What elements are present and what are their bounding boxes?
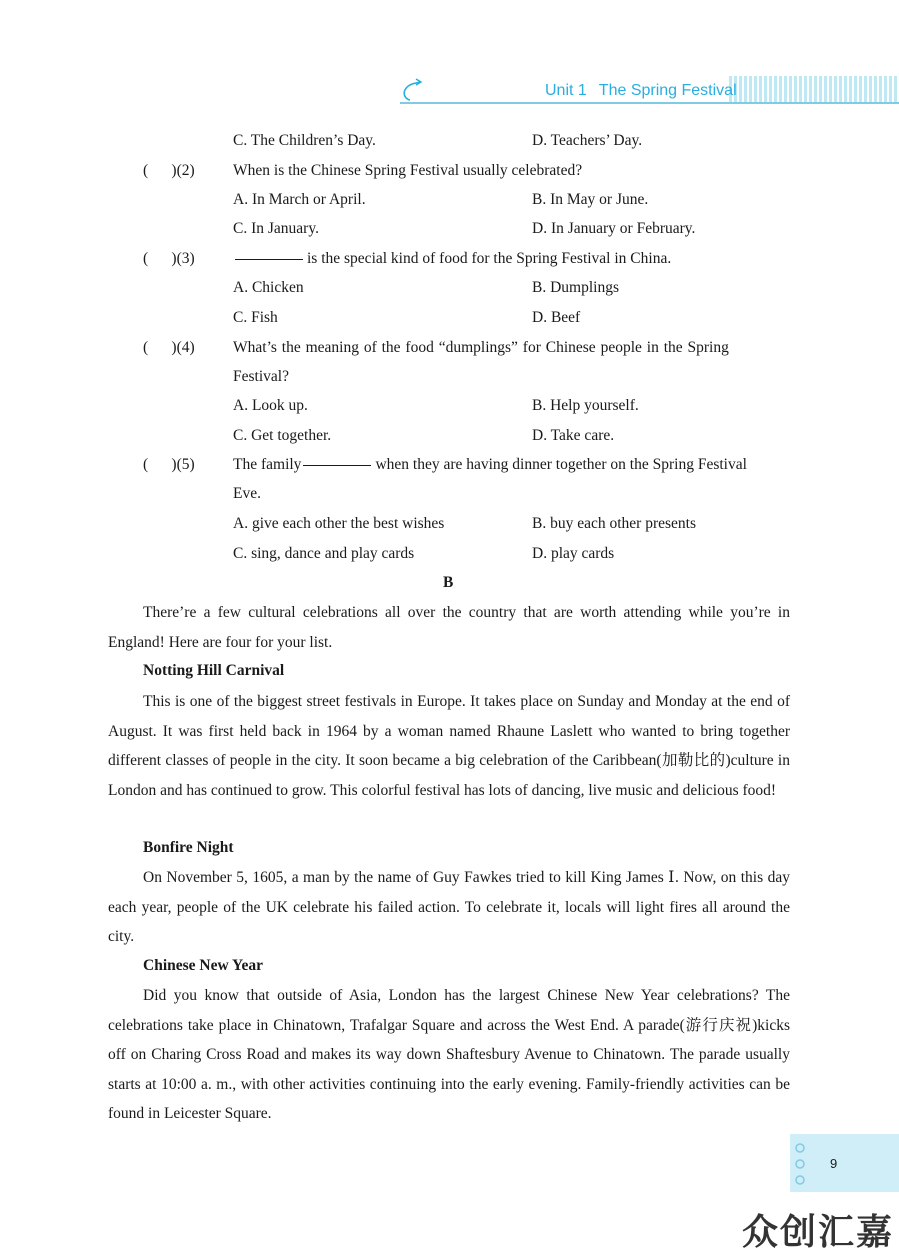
header-title: [545, 82, 737, 100]
chinese-new-year-text: Did you know that outside of Asia, London has the largest Chinese New Year celebrations? The celebrations take place in Chinatown, Trafalgar Square and across the West End. A parade(游行庆祝)kicks off on Charing Cross Road and makes its way down Shaftesbury Avenue to Chinatown. The parade usually starts at 10:00 a. m., with other activities continuing into the early evening. Family-friendly activities can be found in Leicester Square.: [108, 987, 790, 1122]
q3-stem-line: [233, 250, 671, 268]
header-rule: [400, 102, 899, 104]
q3-option-c: C. Fish: [233, 309, 278, 326]
q5-stem-pre: The family: [233, 456, 302, 473]
section-b-label: B: [443, 574, 454, 591]
q4-stem-cont: Festival?: [233, 368, 289, 385]
q5-option-a: A. give each other the best wishes: [233, 515, 445, 532]
q5-stem-line: [233, 456, 747, 474]
q4-option-a: A. Look up.: [233, 397, 308, 414]
q4-stem: What’s the meaning of the food “dumplings” for Chinese people in the Spring: [233, 339, 729, 356]
bonfire-night-text: On November 5, 1605, a man by the name of Guy Fawkes tried to kill King James Ⅰ. Now, on this day each year, people of the UK celebrate his failed action. To celebrate it, locals will light fires all around the city.: [108, 869, 790, 945]
paragraph-bonfire-night: [108, 863, 790, 952]
running-header: [400, 72, 899, 108]
q5-stem-post: when they are having dinner together on the Spring Festival: [375, 456, 747, 473]
q5-stem-cont: Eve.: [233, 485, 261, 502]
q5-blank: [303, 464, 371, 466]
q5-option-d: D. play cards: [532, 545, 615, 562]
q5-answer-paren: ( )(5): [143, 456, 195, 473]
q2-stem: When is the Chinese Spring Festival usually celebrated?: [233, 162, 583, 179]
q3-answer-paren: ( )(3): [143, 250, 195, 267]
q1-option-c: C. The Children’s Day.: [233, 132, 376, 149]
watermark: 众创汇嘉: [742, 1212, 895, 1253]
intro-paragraph: [108, 598, 790, 657]
heading-bonfire-night: Bonfire Night: [143, 839, 234, 856]
q3-option-b: B. Dumplings: [532, 279, 619, 296]
q1-option-d: D. Teachers’ Day.: [532, 132, 643, 149]
notting-hill-text: This is one of the biggest street festivals in Europe. It takes place on Sunday and Monday at the end of August. It was first held back in 1964 by a woman named Rhaune Laslett who wanted to bring together different classes of people in the city. It soon became a big celebration of the Caribbean(加勒比的)culture in London and has continued to grow. This colorful festival has lots of dancing, live music and delicious food!: [108, 693, 790, 799]
tab-dots-icon: [793, 1140, 807, 1188]
q4-option-b: B. Help yourself.: [532, 397, 639, 414]
heading-chinese-new-year: Chinese New Year: [143, 957, 263, 974]
q3-blank: [235, 258, 303, 260]
q3-stem: is the special kind of food for the Spring Festival in China.: [307, 250, 672, 267]
heading-notting-hill: Notting Hill Carnival: [143, 662, 285, 679]
q2-option-a: A. In March or April.: [233, 191, 366, 208]
q4-option-d: D. Take care.: [532, 427, 615, 444]
q2-option-b: B. In May or June.: [532, 191, 649, 208]
page-number-tab: [790, 1134, 899, 1192]
intro-text: There’re a few cultural celebrations all over the country that are worth attending while you’re in England! Here are four for your list.: [108, 604, 790, 651]
q2-option-c: C. In January.: [233, 220, 319, 237]
q4-answer-paren: ( )(4): [143, 339, 195, 356]
q5-option-c: C. sing, dance and play cards: [233, 545, 415, 562]
unit-title: The Spring Festival: [598, 82, 737, 99]
unit-label: Unit 1: [545, 82, 587, 99]
q2-option-d: D. In January or February.: [532, 220, 696, 237]
paragraph-notting-hill: [108, 687, 790, 805]
q3-option-d: D. Beef: [532, 309, 581, 326]
header-stripes: [729, 76, 899, 102]
swoosh-icon: [400, 78, 424, 102]
paragraph-chinese-new-year: [108, 981, 790, 1129]
page-number: 9: [830, 1156, 838, 1171]
q4-option-c: C. Get together.: [233, 427, 332, 444]
q3-option-a: A. Chicken: [233, 279, 304, 296]
q2-answer-paren: ( )(2): [143, 162, 195, 179]
q5-option-b: B. buy each other presents: [532, 515, 696, 532]
